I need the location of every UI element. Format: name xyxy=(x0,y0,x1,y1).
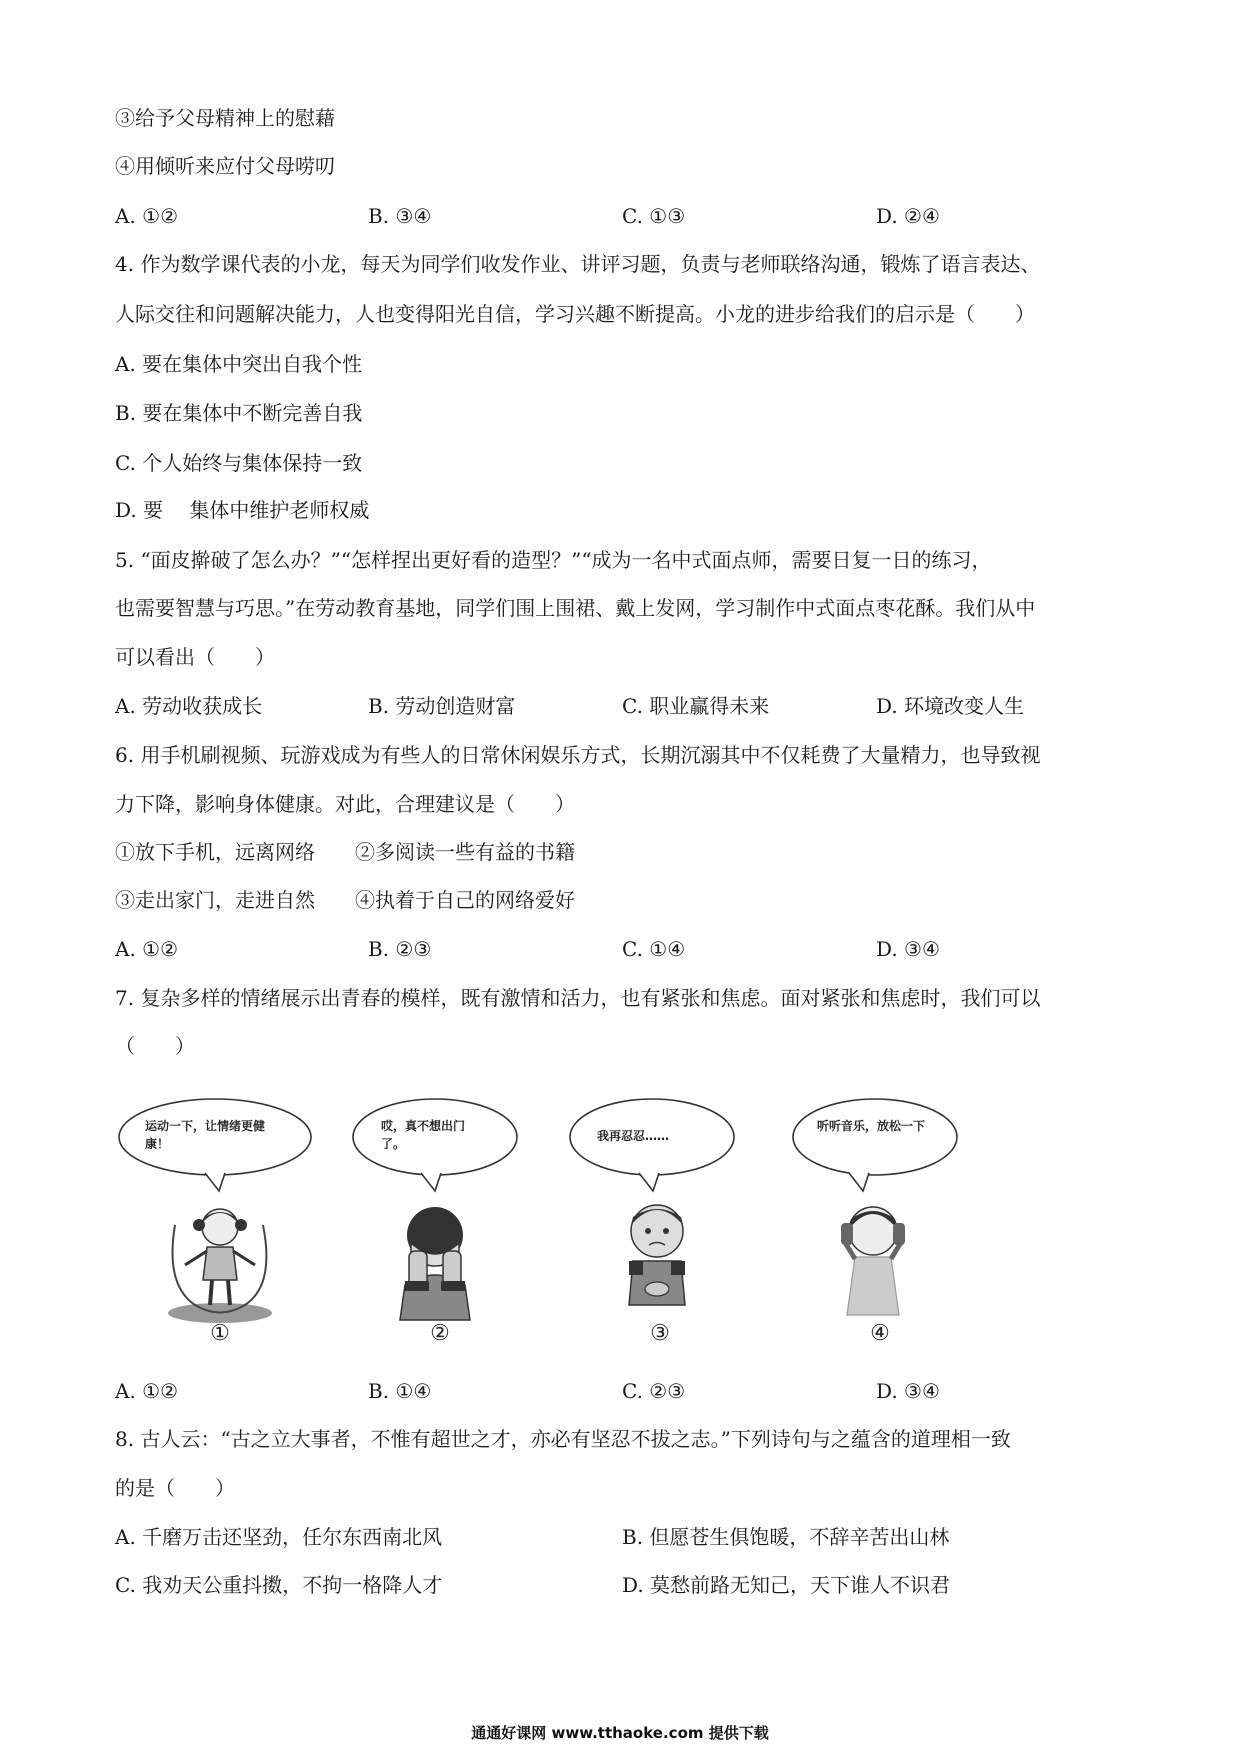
q6-item-3: ③走出家门，走进自然 xyxy=(115,888,315,912)
panel-number: ④ xyxy=(870,1321,890,1346)
bubble-text: 运动一下，让情绪更健康！ xyxy=(145,1119,266,1151)
q3-option-b: B. ③④ xyxy=(368,204,432,228)
speech-bubble xyxy=(117,1095,313,1177)
q5-stem-line2: 也需要智慧与巧思。”在劳动教育基地，同学们围上围裙、戴上发网，学习制作中式面点枣花酥。我们从中 xyxy=(115,596,1036,620)
q6-option-b: B. ②③ xyxy=(368,937,432,961)
q7-option-c: C. ②③ xyxy=(622,1379,686,1403)
q5-option-c: C. 职业赢得未来 xyxy=(622,694,770,718)
q5-option-d: D. 环境改变人生 xyxy=(876,694,1025,718)
q8-option-d: D. 莫愁前路无知己，天下谁人不识君 xyxy=(622,1573,951,1597)
q7-panel-1 xyxy=(115,1085,325,1355)
q6-stem-line2: 力下降，影响身体健康。对此，合理建议是（ ） xyxy=(115,792,575,816)
q6-item-1: ①放下手机，远离网络 xyxy=(115,840,315,864)
q3-item-4: ④用倾听来应付父母唠叨 xyxy=(115,154,335,178)
q4-option-b: B. 要在集体中不断完善自我 xyxy=(115,401,363,425)
q7-panel-4 xyxy=(775,1085,985,1355)
q3-option-a: A. ①② xyxy=(115,204,179,228)
q4-stem-line2: 人际交往和问题解决能力，人也变得阳光自信，学习兴趣不断提高。小龙的进步给我们的启示是（ ） xyxy=(115,302,1035,326)
girl-with-headphones-icon xyxy=(815,1195,945,1325)
q4-option-a: A. 要在集体中突出自我个性 xyxy=(115,352,363,376)
q6-items-row2 xyxy=(115,886,1140,914)
q8-option-a: A. 千磨万击还坚劲，任尔东西南北风 xyxy=(115,1525,443,1549)
boy-covering-face-icon xyxy=(375,1195,505,1325)
q7-panel-3 xyxy=(555,1085,765,1355)
panel-number: ③ xyxy=(650,1321,670,1346)
q7-option-d: D. ③④ xyxy=(876,1379,940,1403)
q4-option-d: D. 要 集体中维护老师权威 xyxy=(115,498,370,522)
q7-option-a: A. ①② xyxy=(115,1379,179,1403)
q3-option-c: C. ①③ xyxy=(622,204,686,228)
bubble-text: 哎，真不想出门了。 xyxy=(381,1119,466,1151)
page-footer: 通通好课网 www.tthaoke.com 提供下载 xyxy=(471,1724,769,1742)
q7-option-b: B. ①④ xyxy=(368,1379,432,1403)
speech-bubble xyxy=(337,1095,533,1177)
girl-jumping-rope-icon xyxy=(155,1195,285,1325)
speech-bubble xyxy=(557,1095,753,1177)
q7-stem-line1: 7. 复杂多样的情绪展示出青春的模样，既有激情和活力，也有紧张和焦虑。面对紧张和焦虑时，我们可以 xyxy=(115,986,1041,1010)
q7-illustration xyxy=(115,1085,985,1355)
q7-panel-2 xyxy=(335,1085,545,1355)
panel-number: ② xyxy=(430,1321,450,1346)
q6-item-4: ④执着于自己的网络爱好 xyxy=(355,888,575,912)
q4-stem-line1: 4. 作为数学课代表的小龙，每天为同学们收发作业、讲评习题，负责与老师联络沟通，锻炼了语言表达、 xyxy=(115,252,1041,276)
q6-option-c: C. ①④ xyxy=(622,937,686,961)
speech-bubble xyxy=(777,1095,973,1177)
q8-stem-line1: 8. 古人云：“古之立大事者，不惟有超世之才，亦必有坚忍不拔之志。”下列诗句与之蕴含的道理相一致 xyxy=(115,1427,1011,1451)
bubble-text: 听听音乐，放松一下 xyxy=(817,1119,926,1133)
bubble-text: 我再忍忍…… xyxy=(597,1129,670,1143)
q8-option-b: B. 但愿苍生俱饱暖，不辞辛苦出山林 xyxy=(622,1525,950,1549)
q5-stem-line3: 可以看出（ ） xyxy=(115,645,275,669)
q6-stem-line1: 6. 用手机刷视频、玩游戏成为有些人的日常休闲娱乐方式，长期沉溺其中不仅耗费了大量精力，也导致视 xyxy=(115,743,1041,767)
q8-option-c: C. 我劝天公重抖擞，不拘一格降人才 xyxy=(115,1573,443,1597)
q5-option-b: B. 劳动创造财富 xyxy=(368,694,516,718)
q6-option-a: A. ①② xyxy=(115,937,179,961)
q5-stem-line1: 5. “面皮擀破了怎么办？”“怎样捏出更好看的造型？”“成为一名中式面点师，需要日复一日的练习， xyxy=(115,548,992,572)
q8-stem-line2: 的是（ ） xyxy=(115,1476,235,1500)
panel-number: ① xyxy=(210,1321,230,1346)
q6-item-2: ②多阅读一些有益的书籍 xyxy=(355,840,575,864)
worried-boy-icon xyxy=(595,1195,725,1325)
q5-option-a: A. 劳动收获成长 xyxy=(115,694,263,718)
q3-option-d: D. ②④ xyxy=(876,204,940,228)
q7-stem-line2: （ ） xyxy=(115,1034,195,1058)
q4-option-c: C. 个人始终与集体保持一致 xyxy=(115,451,363,475)
q6-option-d: D. ③④ xyxy=(876,937,940,961)
q3-item-3: ③给予父母精神上的慰藉 xyxy=(115,106,335,130)
q6-items-row1 xyxy=(115,838,1140,866)
